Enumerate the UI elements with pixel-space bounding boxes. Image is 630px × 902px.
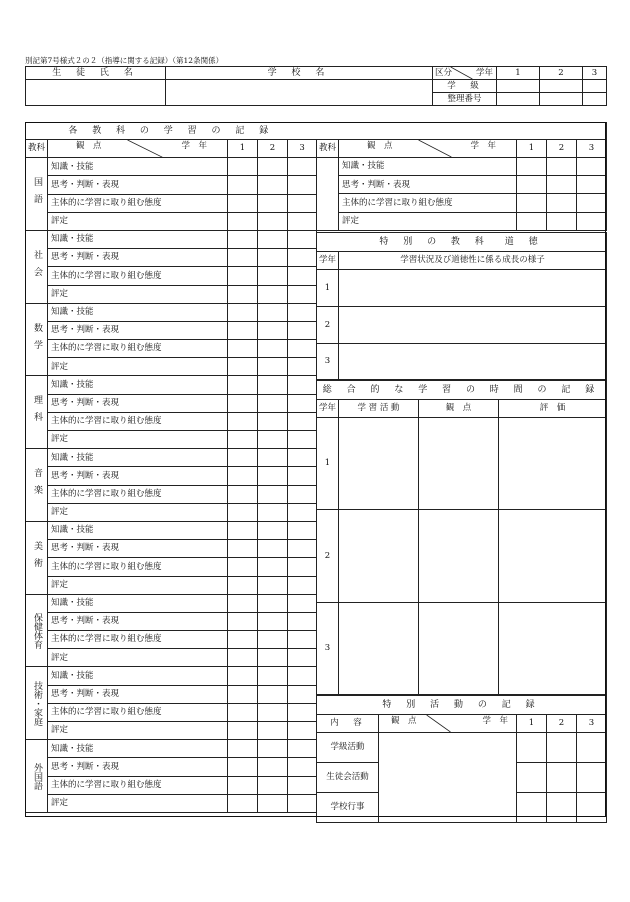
integrated-year-2: 2	[317, 510, 339, 603]
special-item-3: 学校行事	[317, 793, 379, 823]
criterion-label: 知識・技能	[48, 521, 228, 539]
header-year-2: 2	[540, 67, 583, 80]
moral-year-3: 3	[317, 344, 339, 380]
moral-year-1: 1	[317, 270, 339, 307]
grade-cell[interactable]	[258, 194, 288, 212]
grade-cell[interactable]	[228, 176, 258, 194]
left-year-2: 2	[258, 140, 288, 158]
grade-cell[interactable]	[228, 485, 258, 503]
grade-cell[interactable]	[228, 558, 258, 576]
grade-cell[interactable]	[258, 321, 288, 339]
kubun-gakunen-cell	[433, 67, 497, 80]
grade-cell[interactable]	[258, 212, 288, 230]
grade-cell[interactable]	[288, 594, 317, 612]
integrated-col-evaluation: 評 価	[499, 400, 607, 418]
right-year-2: 2	[547, 140, 577, 158]
col-subject-right: 教科	[317, 140, 339, 158]
right-sections	[316, 232, 606, 823]
grade-cell[interactable]	[517, 176, 547, 194]
right-criterion-1: 知識・技能	[339, 158, 517, 176]
grade-cell[interactable]	[577, 176, 607, 194]
grade-cell[interactable]	[228, 722, 258, 740]
special-col-year: 学 年	[482, 716, 508, 726]
grade-cell[interactable]	[258, 394, 288, 412]
criterion-label: 評定	[48, 722, 228, 740]
grade-cell[interactable]	[258, 631, 288, 649]
grade-cell[interactable]	[288, 612, 317, 630]
activity-entry[interactable]	[339, 603, 419, 695]
subject-name: 美術	[26, 521, 48, 594]
grade-cell[interactable]	[288, 285, 317, 303]
criterion-label: 主体的に学習に取り組む態度	[48, 340, 228, 358]
grade-cell[interactable]	[288, 631, 317, 649]
special-mark[interactable]	[517, 733, 547, 763]
viewpoint-year-header-right	[339, 140, 517, 158]
grade-cell[interactable]	[258, 558, 288, 576]
grade-cell[interactable]	[228, 794, 258, 812]
grade-cell[interactable]	[288, 485, 317, 503]
grade-cell[interactable]	[228, 649, 258, 667]
grade-cell[interactable]	[258, 431, 288, 449]
criterion-label: 評定	[48, 503, 228, 521]
grade-cell[interactable]	[288, 503, 317, 521]
grade-cell[interactable]	[288, 722, 317, 740]
right-criterion-3: 主体的に学習に取り組む態度	[339, 194, 517, 212]
grade-cell[interactable]	[288, 431, 317, 449]
moral-col-desc: 学習状況及び道徳性に係る成長の様子	[339, 252, 607, 270]
grade-cell[interactable]	[258, 412, 288, 430]
grade-cell[interactable]	[228, 267, 258, 285]
integrated-year-1: 1	[317, 418, 339, 510]
number-year-3[interactable]	[583, 93, 607, 106]
subject-name: 保健体育	[26, 594, 48, 667]
moral-entry-2[interactable]	[339, 307, 607, 344]
integrated-year-3: 3	[317, 603, 339, 695]
grade-cell[interactable]	[517, 212, 547, 230]
grade-cell[interactable]	[258, 158, 288, 176]
grade-cell[interactable]	[228, 467, 258, 485]
viewpoint-entry[interactable]	[419, 510, 499, 603]
integrated-col-viewpoint: 観 点	[419, 400, 499, 418]
left-year-1: 1	[228, 140, 258, 158]
activity-entry[interactable]	[339, 418, 419, 510]
grade-cell[interactable]	[258, 776, 288, 794]
special-item-2: 生徒会活動	[317, 763, 379, 793]
grade-cell[interactable]	[288, 776, 317, 794]
subject-name: 音楽	[26, 449, 48, 522]
school-name-field[interactable]	[166, 80, 433, 106]
grade-cell[interactable]	[258, 267, 288, 285]
grade-cell[interactable]	[288, 649, 317, 667]
grade-cell[interactable]	[288, 249, 317, 267]
grade-cell[interactable]	[258, 467, 288, 485]
grade-cell[interactable]	[228, 776, 258, 794]
criterion-label: 主体的に学習に取り組む態度	[48, 267, 228, 285]
grade-cell[interactable]	[258, 576, 288, 594]
grade-cell[interactable]	[228, 685, 258, 703]
moral-year-2: 2	[317, 307, 339, 344]
grade-cell[interactable]	[288, 667, 317, 685]
student-name-label: 生 徒 氏 名	[26, 67, 166, 80]
grade-cell[interactable]	[228, 230, 258, 248]
criterion-label: 思考・判断・表現	[48, 176, 228, 194]
grade-cell[interactable]	[288, 558, 317, 576]
special-year-2: 2	[547, 715, 577, 733]
criterion-label: 知識・技能	[48, 594, 228, 612]
criterion-label: 主体的に学習に取り組む態度	[48, 558, 228, 576]
special-year-3: 3	[577, 715, 607, 733]
col-year: 学 年	[181, 141, 207, 151]
grade-cell[interactable]	[228, 412, 258, 430]
grade-cell[interactable]	[547, 158, 577, 176]
grade-cell[interactable]	[258, 485, 288, 503]
criterion-label: 評定	[48, 794, 228, 812]
grade-cell[interactable]	[517, 158, 547, 176]
grade-cell[interactable]	[258, 794, 288, 812]
criterion-label: 主体的に学習に取り組む態度	[48, 194, 228, 212]
class-label: 学 級	[433, 80, 497, 93]
special-mark[interactable]	[577, 793, 607, 823]
grade-cell[interactable]	[258, 703, 288, 721]
criterion-label: 評定	[48, 212, 228, 230]
grade-cell[interactable]	[288, 321, 317, 339]
criterion-label: 思考・判断・表現	[48, 612, 228, 630]
grade-cell[interactable]	[288, 394, 317, 412]
gakunen-label: 学年	[475, 68, 493, 78]
criterion-label: 思考・判断・表現	[48, 394, 228, 412]
integrated-col-activity: 学 習 活 動	[339, 400, 419, 418]
grade-cell[interactable]	[228, 667, 258, 685]
grade-cell[interactable]	[547, 176, 577, 194]
special-mark[interactable]	[547, 733, 577, 763]
grade-cell[interactable]	[288, 758, 317, 776]
grade-cell[interactable]	[288, 230, 317, 248]
grade-cell[interactable]	[228, 340, 258, 358]
criterion-label: 知識・技能	[48, 740, 228, 758]
school-name-label: 学 校 名	[166, 67, 433, 80]
grade-cell[interactable]	[258, 685, 288, 703]
col-viewpoint-right: 観 点	[367, 141, 393, 151]
criterion-label: 思考・判断・表現	[48, 467, 228, 485]
grade-cell[interactable]	[577, 158, 607, 176]
special-mark[interactable]	[577, 763, 607, 793]
criterion-label: 評定	[48, 576, 228, 594]
class-year-1[interactable]	[497, 80, 540, 93]
grade-cell[interactable]	[228, 158, 258, 176]
special-year-1: 1	[517, 715, 547, 733]
grade-cell[interactable]	[258, 667, 288, 685]
number-label: 整理番号	[433, 93, 497, 106]
grade-cell[interactable]	[258, 758, 288, 776]
grade-cell[interactable]	[258, 740, 288, 758]
grade-cell[interactable]	[258, 376, 288, 394]
grade-cell[interactable]	[228, 194, 258, 212]
col-year-right: 学 年	[470, 141, 496, 151]
grade-cell[interactable]	[288, 194, 317, 212]
grade-cell[interactable]	[258, 503, 288, 521]
grade-cell[interactable]	[228, 321, 258, 339]
evaluation-entry[interactable]	[499, 418, 607, 510]
criterion-label: 評定	[48, 649, 228, 667]
right-year-3: 3	[577, 140, 607, 158]
left-year-3: 3	[288, 140, 317, 158]
moral-title: 特 別 の 教 科 道 徳	[317, 233, 607, 252]
subjects-table-right	[316, 122, 607, 231]
criterion-label: 主体的に学習に取り組む態度	[48, 776, 228, 794]
special-col-content: 内 容	[317, 715, 379, 733]
subject-name: 数学	[26, 303, 48, 376]
subject-name: 技術・家庭	[26, 667, 48, 740]
criterion-label: 知識・技能	[48, 376, 228, 394]
grade-cell[interactable]	[288, 267, 317, 285]
integrated-table	[316, 380, 607, 695]
grade-cell[interactable]	[577, 212, 607, 230]
special-title: 特 別 活 動 の 記 録	[317, 696, 607, 715]
criterion-label: 主体的に学習に取り組む態度	[48, 631, 228, 649]
grade-cell[interactable]	[228, 576, 258, 594]
right-criterion-4: 評定	[339, 212, 517, 230]
evaluation-entry[interactable]	[499, 603, 607, 695]
grade-cell[interactable]	[258, 230, 288, 248]
class-year-2[interactable]	[540, 80, 583, 93]
grade-cell[interactable]	[258, 176, 288, 194]
grade-cell[interactable]	[288, 521, 317, 539]
grade-cell[interactable]	[228, 358, 258, 376]
criterion-label: 主体的に学習に取り組む態度	[48, 485, 228, 503]
grade-cell[interactable]	[288, 412, 317, 430]
moral-entry-1[interactable]	[339, 270, 607, 307]
viewpoint-year-header	[48, 140, 228, 158]
criterion-label: 主体的に学習に取り組む態度	[48, 412, 228, 430]
header-table	[25, 66, 607, 106]
grade-cell[interactable]	[288, 158, 317, 176]
grade-cell[interactable]	[228, 285, 258, 303]
grade-cell[interactable]	[228, 449, 258, 467]
special-item-1: 学級活動	[317, 733, 379, 763]
grade-cell[interactable]	[258, 521, 288, 539]
criterion-label: 知識・技能	[48, 230, 228, 248]
grade-cell[interactable]	[228, 249, 258, 267]
grade-cell[interactable]	[228, 303, 258, 321]
criterion-label: 思考・判断・表現	[48, 685, 228, 703]
grade-cell[interactable]	[228, 594, 258, 612]
grade-cell[interactable]	[228, 540, 258, 558]
grade-cell[interactable]	[288, 576, 317, 594]
evaluation-entry[interactable]	[499, 510, 607, 603]
criterion-label: 評定	[48, 431, 228, 449]
subject-name: 理科	[26, 376, 48, 449]
grade-cell[interactable]	[258, 340, 288, 358]
special-viewpoint-year-header	[379, 715, 517, 733]
grade-cell[interactable]	[288, 794, 317, 812]
grade-cell[interactable]	[228, 376, 258, 394]
number-year-2[interactable]	[540, 93, 583, 106]
criterion-label: 思考・判断・表現	[48, 321, 228, 339]
grade-cell[interactable]	[288, 540, 317, 558]
right-subject-cell	[317, 158, 339, 231]
number-year-1[interactable]	[497, 93, 540, 106]
subjects-section-title: 各 教 科 の 学 習 の 記 録	[26, 123, 317, 140]
grade-cell[interactable]	[258, 449, 288, 467]
subjects-table-left	[25, 122, 317, 813]
activity-entry[interactable]	[339, 510, 419, 603]
grade-cell[interactable]	[258, 285, 288, 303]
grade-cell[interactable]	[228, 703, 258, 721]
grade-cell[interactable]	[228, 758, 258, 776]
criterion-label: 知識・技能	[48, 303, 228, 321]
subject-name: 社会	[26, 230, 48, 303]
header-year-1: 1	[497, 67, 540, 80]
moral-entry-3[interactable]	[339, 344, 607, 380]
right-criterion-2: 思考・判断・表現	[339, 176, 517, 194]
moral-table	[316, 232, 607, 380]
criterion-label: 評定	[48, 285, 228, 303]
grade-cell[interactable]	[288, 358, 317, 376]
viewpoint-entry[interactable]	[419, 418, 499, 510]
grade-cell[interactable]	[228, 212, 258, 230]
criterion-label: 主体的に学習に取り組む態度	[48, 703, 228, 721]
grade-cell[interactable]	[228, 394, 258, 412]
kubun-label: 区分	[435, 68, 453, 78]
grade-cell[interactable]	[288, 685, 317, 703]
grade-cell[interactable]	[258, 722, 288, 740]
special-mark[interactable]	[577, 733, 607, 763]
grade-cell[interactable]	[517, 194, 547, 212]
criterion-label: 思考・判断・表現	[48, 758, 228, 776]
grade-cell[interactable]	[228, 431, 258, 449]
special-mark[interactable]	[547, 763, 577, 793]
col-subject: 教科	[26, 140, 48, 158]
grade-cell[interactable]	[258, 358, 288, 376]
grade-cell[interactable]	[288, 740, 317, 758]
grade-cell[interactable]	[258, 303, 288, 321]
special-mark[interactable]	[547, 793, 577, 823]
grade-cell[interactable]	[228, 503, 258, 521]
header-year-3: 3	[583, 67, 607, 80]
grade-cell[interactable]	[288, 303, 317, 321]
grade-cell[interactable]	[288, 176, 317, 194]
grade-cell[interactable]	[228, 612, 258, 630]
student-name-field[interactable]	[26, 80, 166, 106]
grade-cell[interactable]	[258, 612, 288, 630]
grade-cell[interactable]	[258, 540, 288, 558]
class-year-3[interactable]	[583, 80, 607, 93]
subject-name: 外国語	[26, 740, 48, 813]
special-mark[interactable]	[517, 793, 547, 823]
title-continuation	[317, 123, 607, 140]
integrated-col-year: 学年	[317, 400, 339, 418]
grade-cell[interactable]	[288, 376, 317, 394]
viewpoint-entry[interactable]	[419, 603, 499, 695]
criterion-label: 評定	[48, 358, 228, 376]
right-year-1: 1	[517, 140, 547, 158]
special-viewpoint-entry[interactable]	[379, 733, 517, 823]
criterion-label: 知識・技能	[48, 158, 228, 176]
grade-cell[interactable]	[228, 521, 258, 539]
special-mark[interactable]	[517, 763, 547, 793]
grade-cell[interactable]	[288, 467, 317, 485]
grade-cell[interactable]	[258, 649, 288, 667]
criterion-label: 知識・技能	[48, 667, 228, 685]
grade-cell[interactable]	[288, 340, 317, 358]
grade-cell[interactable]	[228, 740, 258, 758]
grade-cell[interactable]	[288, 212, 317, 230]
criterion-label: 知識・技能	[48, 449, 228, 467]
criterion-label: 思考・判断・表現	[48, 540, 228, 558]
integrated-title: 総 合 的 な 学 習 の 時 間 の 記 録	[317, 381, 607, 400]
grade-cell[interactable]	[258, 594, 288, 612]
grade-cell[interactable]	[258, 249, 288, 267]
grade-cell[interactable]	[288, 449, 317, 467]
criterion-label: 思考・判断・表現	[48, 249, 228, 267]
special-table	[316, 695, 607, 823]
form-caption: 別記第7号様式２の２（指導に関する記録）（第12条関係）	[25, 56, 224, 65]
grade-cell[interactable]	[228, 631, 258, 649]
grade-cell[interactable]	[288, 703, 317, 721]
grade-cell[interactable]	[577, 194, 607, 212]
col-viewpoint: 観 点	[76, 141, 102, 151]
grade-cell[interactable]	[547, 194, 577, 212]
subject-name: 国語	[26, 158, 48, 231]
grade-cell[interactable]	[547, 212, 577, 230]
special-col-viewpoint: 観 点	[391, 716, 417, 726]
moral-col-year: 学年	[317, 252, 339, 270]
